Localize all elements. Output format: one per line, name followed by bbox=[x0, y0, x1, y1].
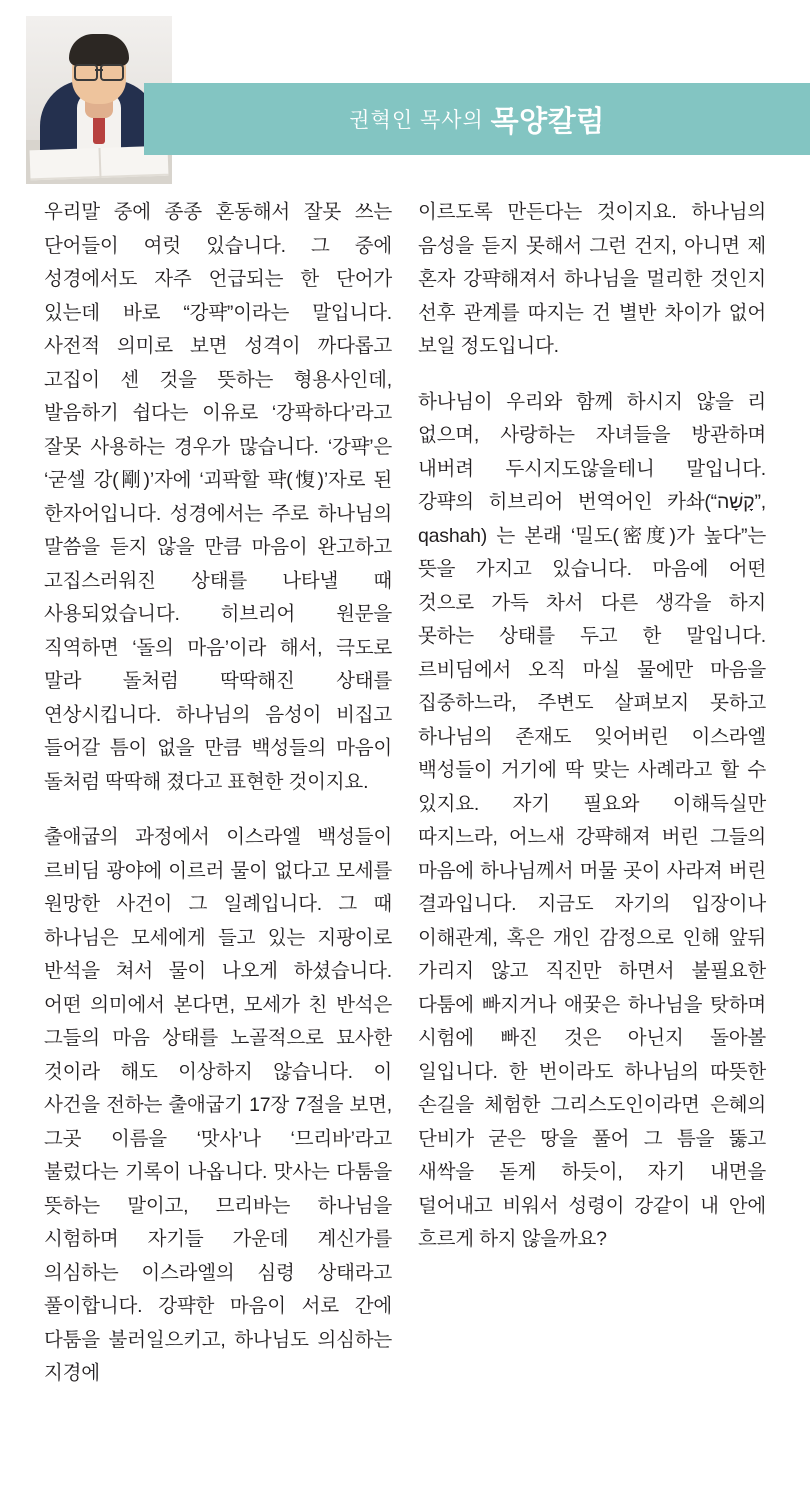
page-title bbox=[144, 83, 810, 155]
article-column-left bbox=[44, 196, 392, 1391]
glasses-icon bbox=[74, 64, 124, 78]
page-title-author: 권혁인 목사의 bbox=[349, 109, 484, 132]
glasses-left-lens bbox=[74, 64, 98, 81]
article-column-right bbox=[418, 196, 766, 1391]
paragraph: 출애굽의 과정에서 이스라엘 백성들이 르비딤 광야에 이르러 물이 없다고 모세를 원망한 사건이 그 일례입니다. 그 때 하나님은 모세에게 들고 있는 지팡이로 반석을 쳐서 물이 나오게 하셨습니다. 어떤 의미에서 본다면, 모세가 친 반석은 그들의 마음 상태를 노골적으로 묘사한 것이라 해도 이상하지 않습니다. 이 사건을 전하는 출애굽기 17장 7절을 보면, 그곳 이름을 ‘맛사’나 ‘므리바’라고 불렀다는 기록이 나옵니다. 맛사는 다툼을 뜻하는 말이고, 므리바는 하나님을 시험하며 자기들 가운데 계신가를 의심하는 이스라엘의 심령 상태라고 풀이합니다. 강퍅한 마음이 서로 간에 다툼을 불러일으키고, 하나님도 의심하는 지경에 bbox=[44, 826, 392, 1384]
paragraph: 우리말 중에 종종 혼동해서 잘못 쓰는 단어들이 여럿 있습니다. 그 중에 성경에서도 자주 언급되는 한 단어가 있는데 바로 “강퍅”이라는 말입니다. 사전적 의미로 보면 성격이 까다롭고 고집이 센 것을 뜻하는 형용사인데, 발음하기 쉽다는 이유로 ‘강팍하다’라고 잘못 사용하는 경우가 많습니다. ‘강퍅’은 ‘굳셀 강(剛)’자에 ‘괴팍할 퍅(愎)’자로 된 한자어입니다. 성경에서는 주로 하나님의 말씀을 듣지 않을 만큼 마음이 완고하고 고집스러워진 상태를 나타낼 때 사용되었습니다. 히브리어 원문을 직역하면 ‘돌의 마음’이라 해서, 극도로 말라 돌처럼 딱딱해진 상태를 연상시킵니다. 하나님의 음성이 비집고 들어갈 틈이 없을 만큼 백성들의 마음이 돌처럼 딱딱해 졌다고 표현한 것이지요. bbox=[44, 201, 392, 793]
paragraph: 이르도록 만든다는 것이지요. 하나님의 음성을 듣지 못해서 그런 건지, 아니면 제 혼자 강퍅해져서 하나님을 멀리한 것인지 선후 관계를 따지는 건 별반 차이가 없어 보일 정도입니다. bbox=[418, 201, 766, 357]
article-columns bbox=[0, 196, 810, 1391]
page-title-spacer bbox=[484, 107, 491, 131]
paragraph: 하나님이 우리와 함께 하시지 않을 리 없으며, 사랑하는 자녀들을 방관하며 내버려 두시지도않을테니 말입니다. 강퍅의 히브리어 번역어인 카솨(“קָשָׁה”, qashah) 는 본래 ‘밀도(密度)가 높다”는 뜻을 가지고 있습니다. 마음에 어떤 것으로 가득 차서 다른 생각을 하지 못하는 상태를 두고 한 말입니다. 르비딤에서 오직 마실 물에만 마음을 집중하느라, 주변도 살펴보지 못하고 하나님의 존재도 잊어버린 이스라엘 백성들이 거기에 딱 맞는 사례라고 할 수 있지요. 자기 필요와 이해득실만 따지느라, 어느새 강퍅해져 버린 그들의 마음에 하나님께서 머물 곳이 사라져 버린 결과입니다. 지금도 자기의 입장이나 이해관계, 혹은 개인 감정으로 인해 앞뒤 가리지 않고 직진만 하면서 불필요한 다툼에 빠지거나 애꿎은 하나님을 탓하며 시험에 빠진 것은 아닌지 돌아볼 일입니다. 한 번이라도 하나님의 따뜻한 손길을 체험한 그리스도인이라면 은혜의 단비가 굳은 땅을 풀어 그 틈을 뚫고 새싹을 돋게 하듯이, 자기 내면을 덜어내고 비워서 성령이 강같이 내 안에 흐르게 하지 않을까요? bbox=[418, 390, 766, 1250]
article-header bbox=[0, 0, 810, 182]
glasses-right-lens bbox=[100, 64, 124, 81]
portrait-hair bbox=[69, 34, 129, 66]
page-title-main: 목양칼럼 bbox=[490, 105, 605, 138]
